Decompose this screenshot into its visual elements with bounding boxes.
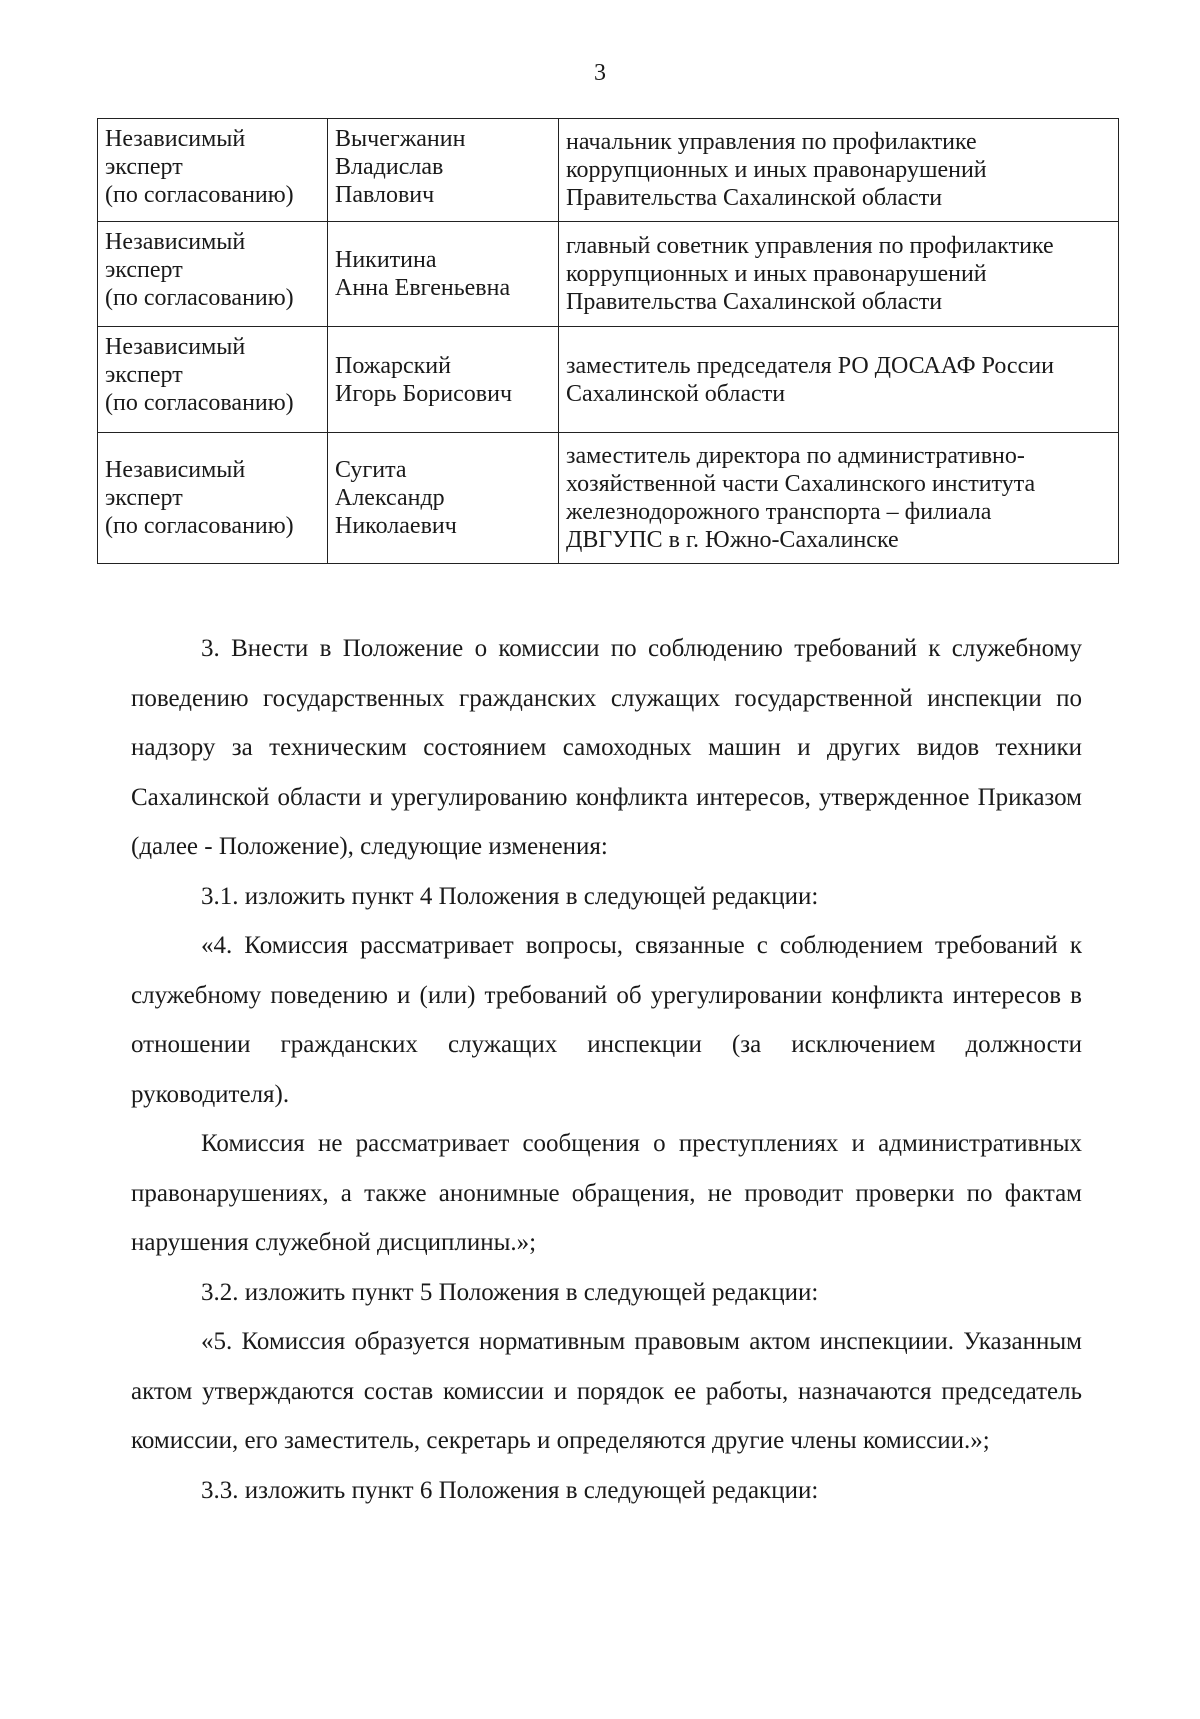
member-role-line: Независимый — [105, 457, 246, 483]
member-role-line: эксперт — [105, 154, 183, 180]
table-row — [98, 119, 1119, 222]
member-position-line: Сахалинской области — [566, 380, 786, 407]
member-name-line: Александр — [335, 485, 445, 511]
member-name-cell — [328, 433, 559, 564]
member-name-line: Николаевич — [335, 513, 457, 539]
member-name-line: Анна Евгеньевна — [335, 275, 511, 301]
member-role-line: Независимый — [105, 126, 246, 152]
member-position-cell — [559, 433, 1119, 564]
member-role-line: (по согласованию) — [105, 513, 294, 539]
paragraph-item-3-2: 3.2. изложить пункт 5 Положения в следующей редакции: — [201, 1278, 819, 1306]
member-name-line: Пожарский — [335, 352, 451, 379]
table-row — [98, 222, 1119, 327]
paragraph-amendment-intro: 3. Внести в Положение о комиссии по соблюдению требований к служебному поведению государственных гражданских служащих государственной инспекции по надзору за техническим состоянием самоходных машин и других видов техники Сахалинской области и урегулированию конфликта интересов, утвержденное Приказом (далее - Положение), следующие изменения: — [131, 635, 1082, 860]
paragraph-point-4: «4. Комиссия рассматривает вопросы, связанные с соблюдением требований к служебному поведению и (или) требований об урегулировании конфликта интересов в отношении гражданских служащих инспекции (за исключением должности руководителя). — [131, 932, 1082, 1108]
member-role-line: Независимый — [105, 229, 246, 255]
member-name-line: Сугита — [335, 457, 407, 483]
paragraph-point-5: «5. Комиссия образуется нормативным правовым актом инспекциии. Указанным актом утверждаются состав комиссии и порядок ее работы, назначаются председатель комиссии, его заместитель, секретарь и определяются другие члены комиссии.»; — [131, 1328, 1082, 1454]
member-role-line: Независимый — [105, 334, 246, 360]
member-position-line: железнодорожного транспорта – филиала — [566, 499, 992, 525]
member-position-line: начальник управления по профилактике — [566, 129, 977, 155]
member-role-line: эксперт — [105, 362, 183, 388]
member-position-line: коррупционных и иных правонарушений — [566, 157, 987, 183]
member-position-cell — [559, 222, 1119, 327]
member-name-line: Павлович — [335, 182, 435, 208]
member-name-cell — [328, 119, 559, 222]
member-position-line: главный советник управления по профилактике — [566, 233, 1054, 259]
member-name-cell — [328, 222, 559, 327]
member-role-cell — [98, 433, 328, 564]
commission-members-table — [97, 118, 1119, 564]
member-position-cell — [559, 119, 1119, 222]
table-row — [98, 433, 1119, 564]
table-row — [98, 327, 1119, 433]
paragraph-point-4-continued: Комиссия не рассматривает сообщения о преступлениях и административных правонарушениях, а также анонимные обращения, не проводит проверки по фактам нарушения служебной дисциплины.»; — [131, 1130, 1082, 1256]
member-position-line: заместитель председателя РО ДОСААФ России — [566, 352, 1054, 379]
member-position-line: Правительства Сахалинской области — [566, 289, 943, 315]
member-name-line: Вычегжанин — [335, 126, 466, 152]
member-position-line: хозяйственной части Сахалинского института — [566, 471, 1036, 497]
member-position-line: заместитель директора по административно- — [566, 443, 1025, 469]
member-role-cell — [98, 119, 328, 222]
member-position-line: Правительства Сахалинской области — [566, 185, 943, 211]
member-role-line: (по согласованию) — [105, 182, 294, 208]
member-name-line: Владислав — [335, 154, 444, 180]
document-body — [131, 624, 1082, 1515]
member-role-line: эксперт — [105, 257, 183, 283]
member-role-line: эксперт — [105, 485, 183, 511]
member-role-cell — [98, 222, 328, 327]
paragraph-item-3-3: 3.3. изложить пункт 6 Положения в следующей редакции: — [201, 1476, 819, 1504]
member-position-line: ДВГУПС в г. Южно-Сахалинске — [566, 527, 899, 553]
member-position-cell — [559, 327, 1119, 433]
member-role-cell — [98, 327, 328, 433]
member-position-line: коррупционных и иных правонарушений — [566, 261, 987, 287]
member-name-cell — [328, 327, 559, 433]
page-number: 3 — [594, 60, 606, 86]
member-role-line: (по согласованию) — [105, 285, 294, 311]
member-name-line: Никитина — [335, 247, 437, 273]
paragraph-item-3-1: 3.1. изложить пункт 4 Положения в следующей редакции: — [201, 882, 819, 910]
member-role-line: (по согласованию) — [105, 390, 294, 416]
member-name-line: Игорь Борисович — [335, 380, 513, 407]
